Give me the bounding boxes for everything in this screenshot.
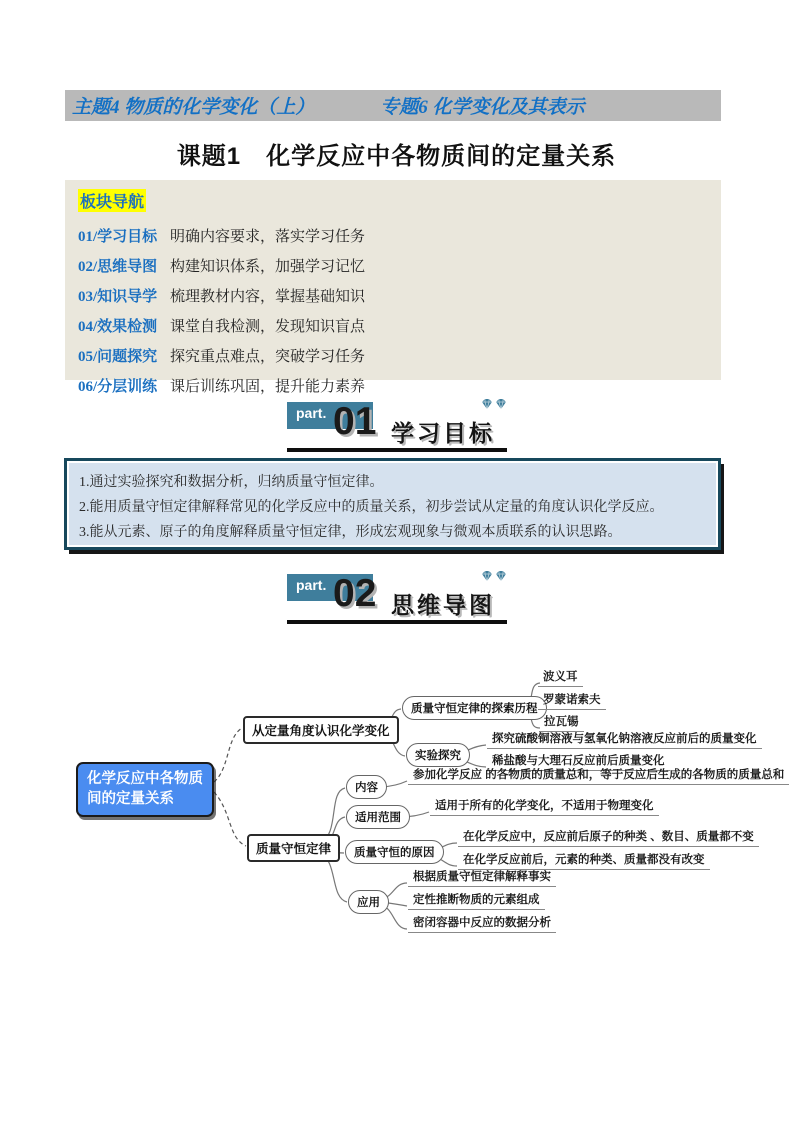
section-nav-box [65,180,721,395]
nav-item-desc: 构建知识体系，加强学习记忆 [170,259,366,275]
unit-theme: 主题4 物质的化学变化（上） [72,97,315,118]
mindmap-leaf-elements-unchanged: 在化学反应前后，元素的种类、质量都没有改变 [458,851,710,870]
part-number: 01 [333,400,377,443]
mindmap-node-content: 内容 [346,775,387,799]
mindmap-branch-conservation-law: 质量守恒定律 [247,834,340,862]
mindmap-node-experiment: 实验探究 [406,743,470,767]
section-title: 思维导图 [391,592,495,618]
unit-header [65,90,721,121]
mindmap-leaf-lomonosov: 罗蒙诺索夫 [538,691,606,710]
mindmap [0,640,793,970]
mindmap-leaf-explain-facts: 根据质量守恒定律解释事实 [408,868,556,887]
nav-item-desc: 探究重点难点，突破学习任务 [170,349,366,365]
goal-item: 2.能用质量守恒定律解释常见的化学反应中的质量关系，初步尝试从定量的角度认识化学反应。 [79,500,664,515]
part-number: 02 [333,572,377,615]
learning-goals-box [64,458,721,550]
nav-item-knowledge [78,285,721,306]
nav-item-training [78,375,721,396]
nav-item-label: 05/问题探究 [78,349,158,365]
mindmap-leaf-boyle: 波义耳 [538,668,583,687]
mindmap-node-application: 应用 [348,890,389,914]
nav-item-goals [78,225,721,246]
gem-icon [481,570,493,582]
nav-item-desc: 课堂自我检测，发现知识盲点 [170,319,366,335]
unit-topic: 专题6 化学变化及其表示 [380,97,585,118]
gem-icon [495,570,507,582]
nav-item-explore [78,345,721,366]
learning-goals-content [69,463,716,545]
section-title: 学习目标 [391,420,495,446]
nav-item-label: 03/知识导学 [78,289,158,305]
nav-item-label: 06/分层训练 [78,379,158,395]
nav-item-desc: 课后训练巩固，提升能力素养 [170,379,366,395]
nav-item-label: 02/思维导图 [78,259,158,275]
nav-item-label: 04/效果检测 [78,319,158,335]
mindmap-leaf-scope-statement: 适用于所有的化学变化，不适用于物理变化 [430,797,659,816]
mindmap-leaf-infer-elements: 定性推断物质的元素组成 [408,891,545,910]
mindmap-node-exploration-history: 质量守恒定律的探索历程 [402,696,547,720]
gem-icon [481,398,493,410]
mindmap-leaf-lavoisier: 拉瓦锡 [539,713,584,732]
part-label: part. [287,574,373,601]
mindmap-node-reason: 质量守恒的原因 [345,840,444,864]
mindmap-leaf-hcl-marble: 稀盐酸与大理石反应前后质量变化 [487,752,670,771]
nav-item-check [78,315,721,336]
mindmap-leaf-closed-container-data: 密闭容器中反应的数据分析 [408,914,556,933]
page-title: 课题1 化学反应中各物质间的定量关系 [176,143,617,170]
section-banner-02 [287,570,507,624]
mindmap-leaf-atoms-unchanged: 在化学反应中，反应前后原子的种类 、数目、质量都不变 [458,828,759,847]
nav-item-desc: 梳理教材内容，掌握基础知识 [170,289,366,305]
nav-item-mindmap [78,255,721,276]
gem-icons [481,570,507,582]
mindmap-root-node: 化学反应中各物质间的定量关系 [76,762,214,817]
part-label: part. [287,402,373,429]
nav-item-desc: 明确内容要求，落实学习任务 [170,229,366,245]
mindmap-branch-quantitative: 从定量角度认识化学变化 [243,716,399,744]
section-banner-01 [287,398,507,452]
mindmap-leaf-cuso4-naoh: 探究硫酸铜溶液与氢氧化钠溶液反应前后的质量变化 [487,730,762,749]
nav-item-label: 01/学习目标 [78,229,158,245]
gem-icons [481,398,507,410]
goal-item: 3.能从元素、原子的角度解释质量守恒定律，形成宏观现象与微观本质联系的认识思路。 [79,525,622,540]
mindmap-leaf-content-statement: 参加化学反应 的各物质的质量总和，等于反应后生成的各物质的质量总和 [408,766,789,785]
mindmap-node-scope: 适用范围 [346,805,410,829]
goal-item: 1.通过实验探究和数据分析，归纳质量守恒定律。 [79,475,384,490]
nav-heading: 板块导航 [78,189,146,212]
gem-icon [495,398,507,410]
